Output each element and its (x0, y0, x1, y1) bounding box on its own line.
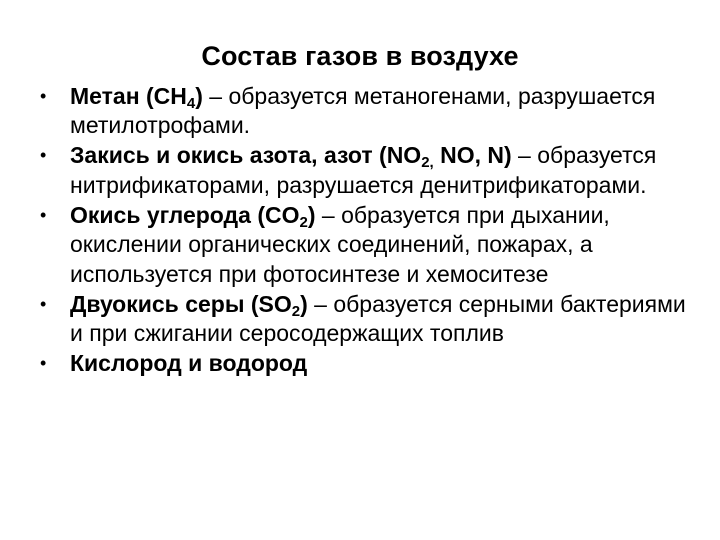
bullet-dot-icon: • (40, 293, 47, 314)
bullet-list (40, 82, 700, 379)
bullet-description: – образуется нитрификаторами, разрушается денитрификаторами. (70, 142, 657, 198)
term-text: Кислород и водород (70, 350, 308, 377)
bullet-item-methane (40, 82, 700, 141)
bullet-term (70, 290, 308, 320)
slide-title: Состав газов в воздухе (201, 41, 519, 71)
bullet-item-oxygen-hydrogen (40, 349, 700, 378)
bullet-term (70, 201, 316, 231)
bullet-description: – образуется метаногенами, разрушается метилотрофами. (70, 83, 656, 139)
bullet-dot-icon: • (40, 86, 47, 106)
term-text: Окись углерода (CO (70, 201, 300, 228)
term-text: Закись и окись азота, азот (NO (70, 142, 422, 169)
term-text: Двуокись серы (SO (70, 290, 292, 317)
bullet-description: – образуется при дыхании, окислении органических соединений, пожарах, а используется при фотосинтезе и хемоситезе (70, 201, 610, 287)
bullet-dot-icon: • (40, 353, 47, 374)
term-subscript: 2 (299, 213, 308, 231)
bullet-term (70, 142, 512, 172)
bullet-item-sulfur-dioxide (40, 290, 700, 349)
term-text-end: NO, N) (433, 142, 512, 169)
bullet-dot-icon: • (40, 145, 47, 166)
term-text-end: ) (307, 201, 316, 228)
bullet-description: – образуется серными бактериями и при сжигании серосодержащих топлив (70, 290, 686, 347)
bullet-item-carbon-oxide (40, 201, 700, 289)
term-subscript: 2, (421, 154, 434, 172)
bullet-term (70, 83, 203, 112)
term-text-end: ) (195, 83, 203, 109)
bullet-term (70, 350, 307, 376)
term-text: Метан (CH (70, 83, 187, 109)
term-text-end: ) (300, 290, 308, 317)
bullet-dot-icon: • (40, 204, 47, 225)
term-subscript: 2 (291, 302, 301, 320)
bullet-item-nitrogen-oxides (40, 141, 700, 200)
term-subscript: 4 (186, 95, 196, 112)
